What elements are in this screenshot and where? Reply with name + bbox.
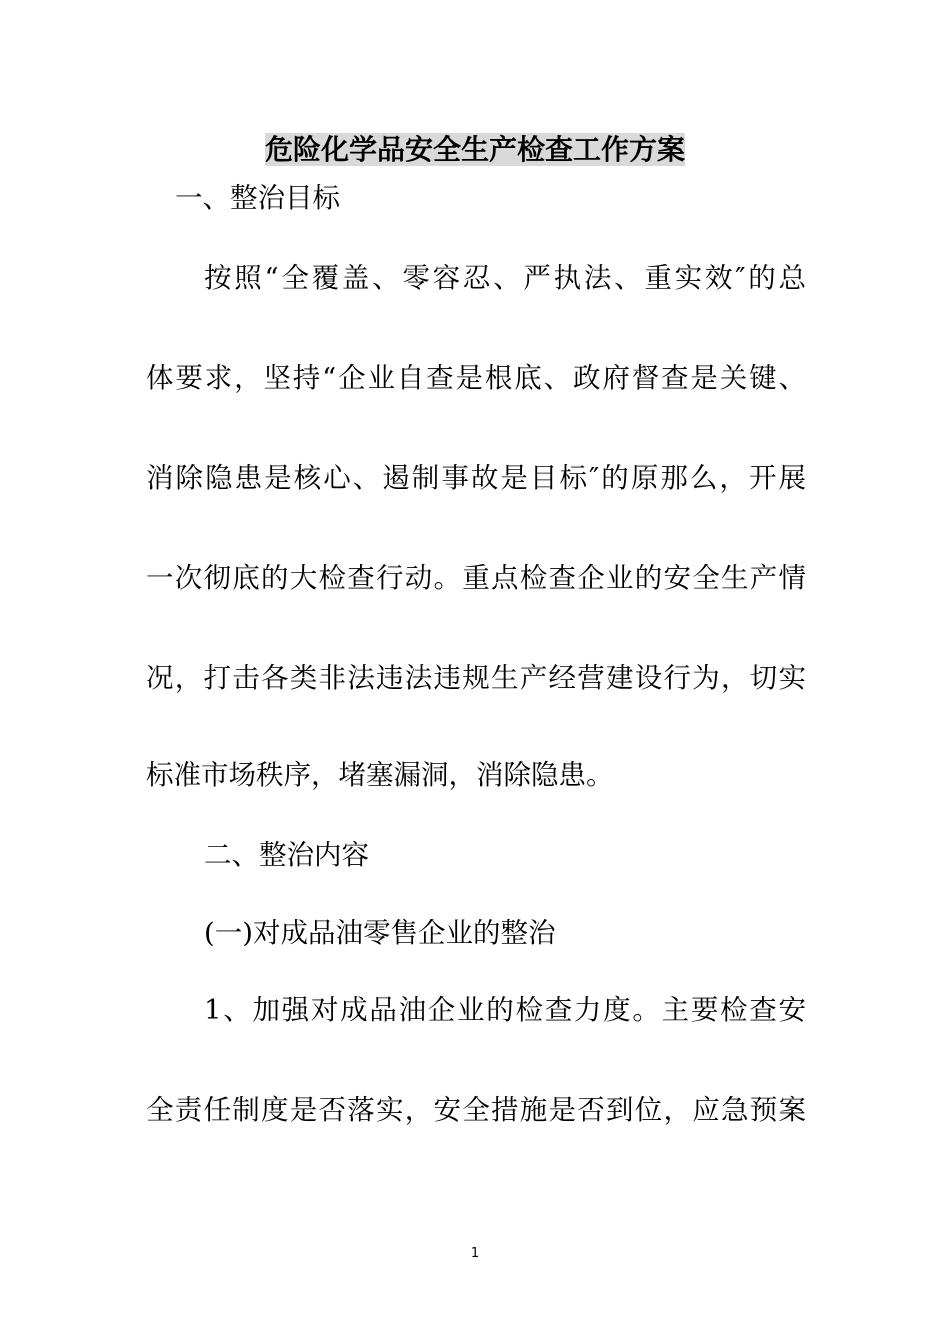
section-heading-1: 一、整治目标 [175,182,340,214]
paragraph-line-1: 按照“全覆盖、零容忍、严执法、重实效″的总 [204,262,806,294]
section-heading-2: 二、整治内容 [204,839,369,871]
paragraph-line-3: 消除隐患是核心、遏制事故是目标″的原那么，开展 [146,462,806,494]
page-number: 1 [470,1246,480,1261]
document-title-text: 危险化学品安全生产检查工作方案 [264,133,685,166]
paragraph-line-6: 标准市场秩序，堵塞漏洞，消除隐患。 [146,759,614,791]
subsection-heading-1: (一)对成品油零售企业的整治 [204,917,556,949]
paragraph-line-7: 1、加强对成品油企业的检查力度。主要检查安 [204,994,806,1026]
document-title [0,130,950,170]
paragraph-line-8: 全责任制度是否落实，安全措施是否到位，应急预案 [146,1094,806,1126]
paragraph-line-5: 况，打击各类非法违法违规生产经营建设行为，切实 [146,662,806,694]
paragraph-line-2: 体要求，坚持“企业自查是根底、政府督查是关键、 [146,362,806,394]
paragraph-line-4: 一次彻底的大检查行动。重点检查企业的安全生产情 [146,562,806,594]
